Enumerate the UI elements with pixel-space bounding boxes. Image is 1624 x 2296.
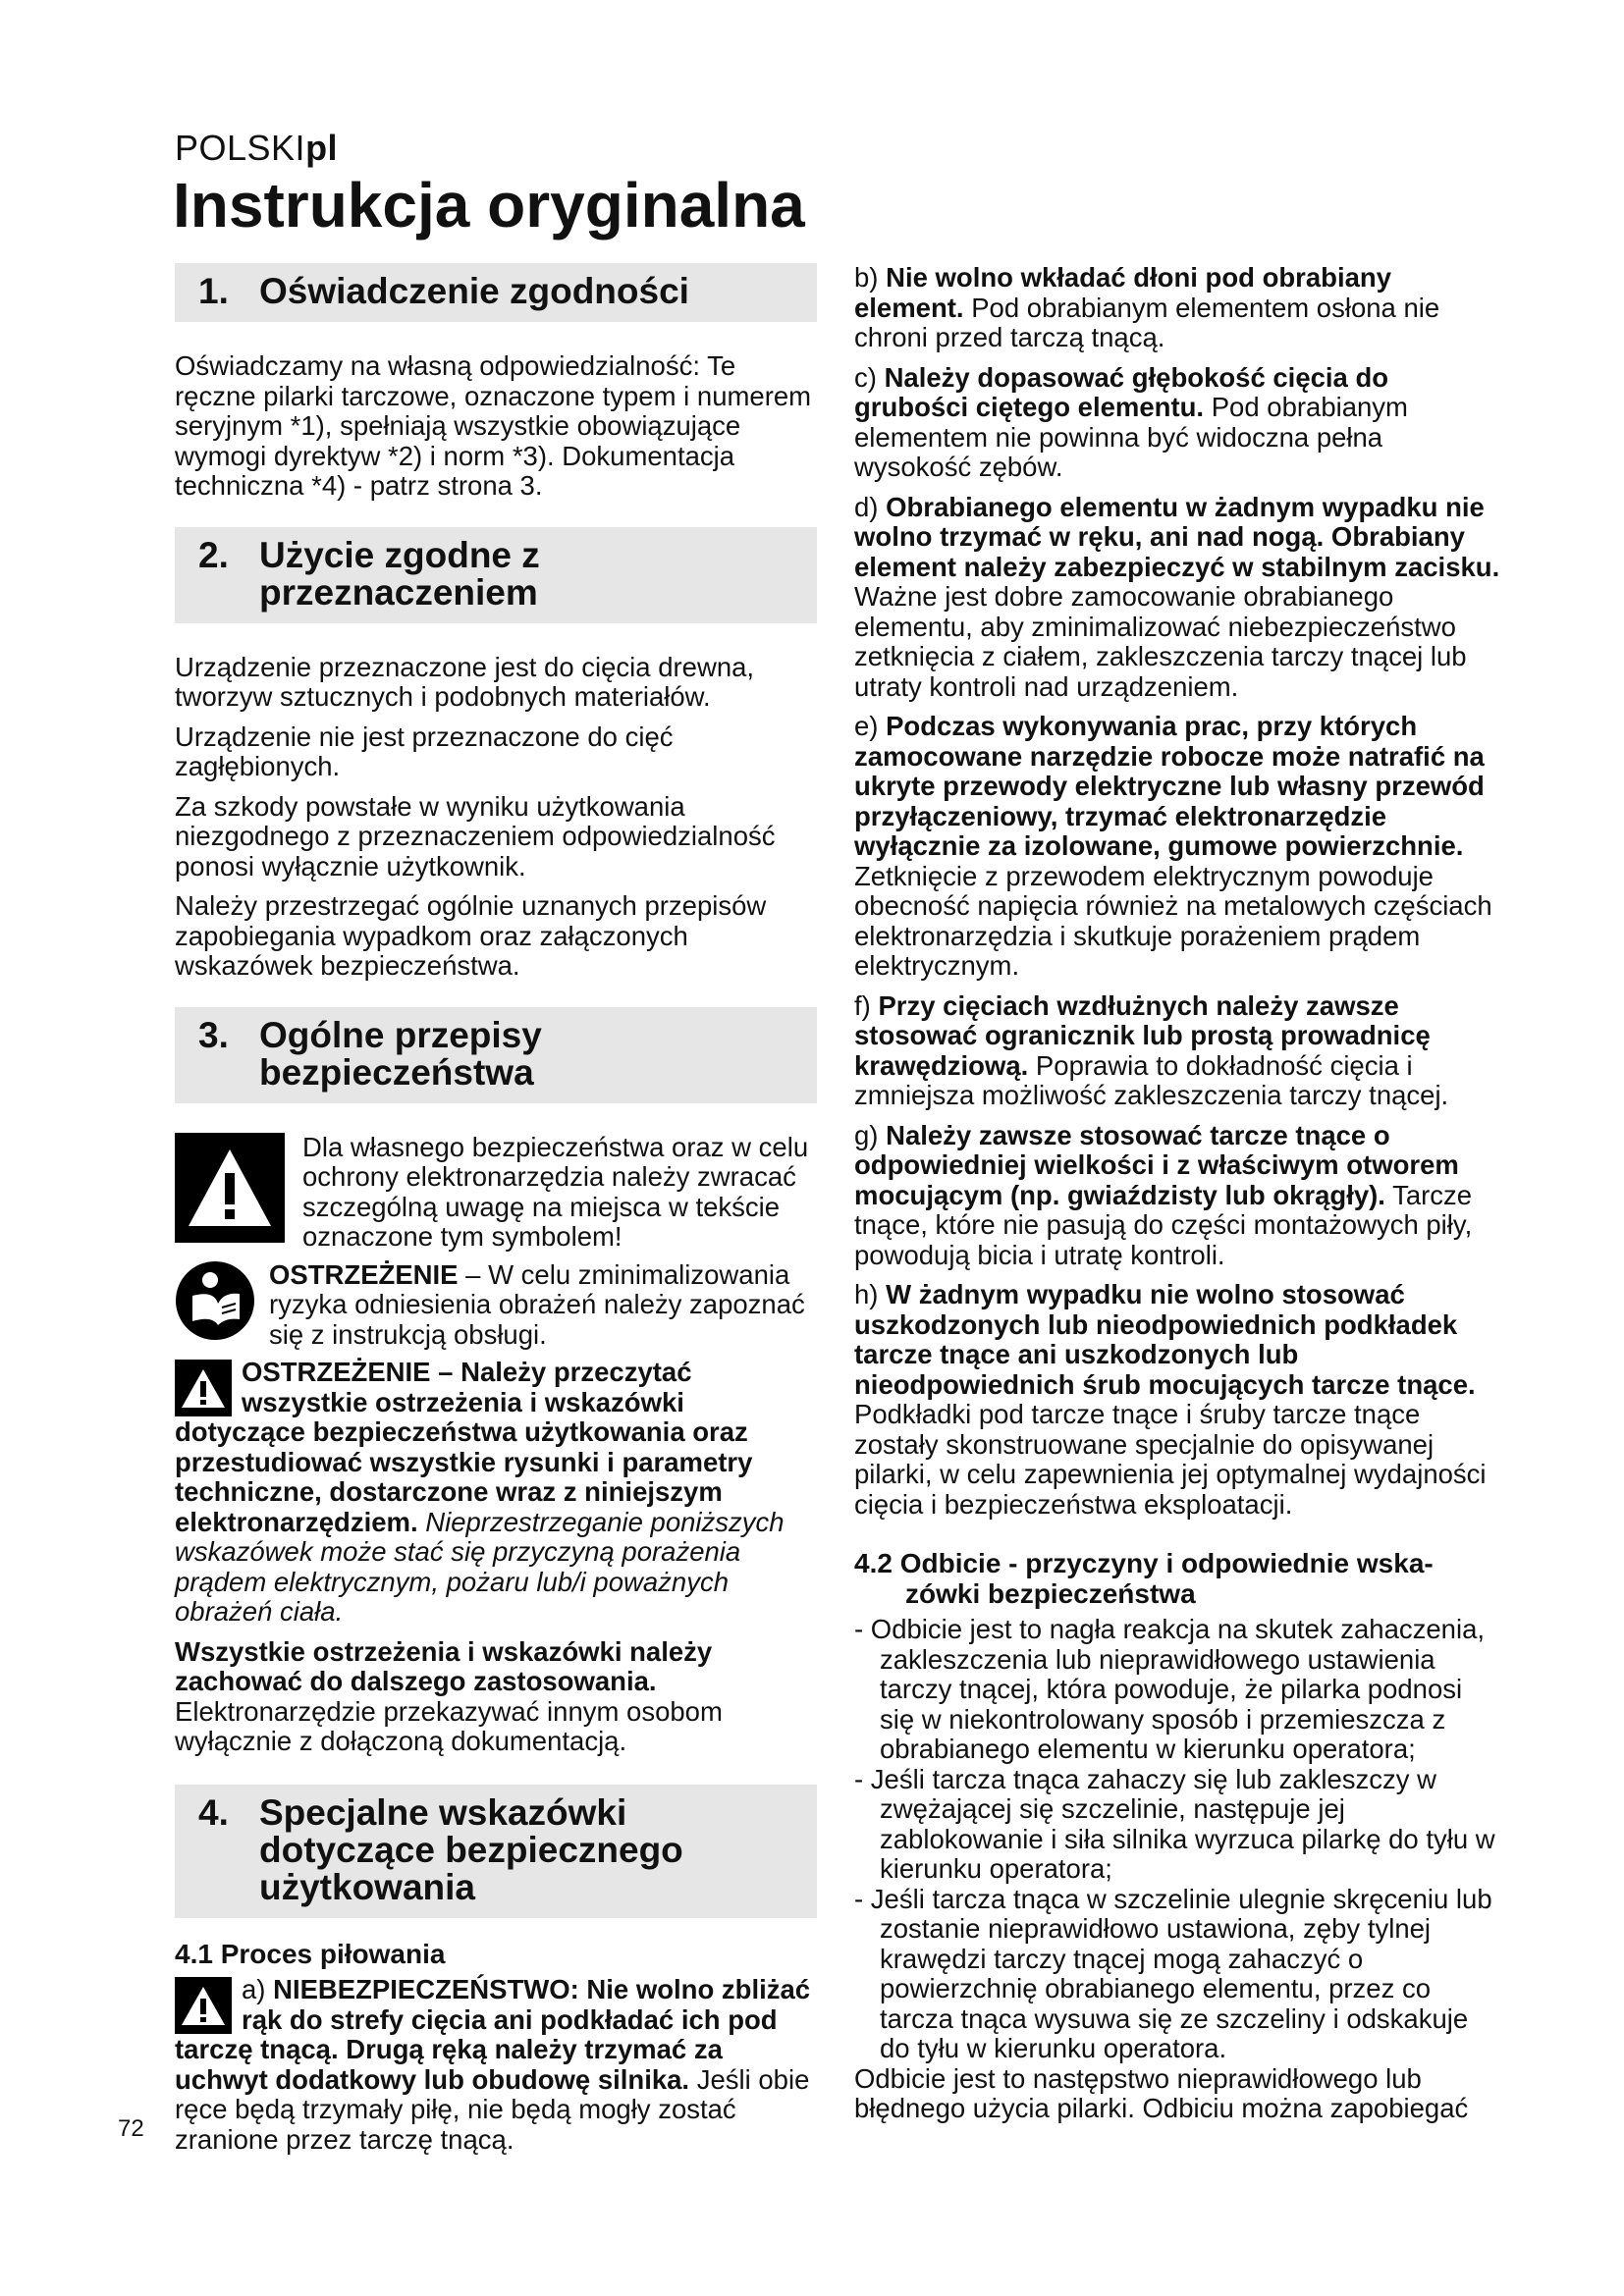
item-c: c) Należy dopasować głębokość cięcia do grubości ciętego elementu. Pod obrabianym elementem nie powinna być widoczna pełna wysokość zębów. xyxy=(854,361,1408,482)
item-a: a) NIEBEZPIECZEŃSTWO: Nie wolno zbliżać rąk do strefy cięcia ani podkładać ich pod tarczę tnącą. Drugą ręką należy trzymać za uchwyt dodatkowy lub obudowę silnika. Jeśli obie ręce będą trzymały piłę, nie będą mogły zostać zranione przez tarczę tnącą. xyxy=(175,1974,811,2155)
kickback-item-2: - Jeśli tarcza tnąca zahaczy się lub zakleszczy w zwężającej się szczelinie, następuje jej zablokowanie i siła silnika wyrzuca pilarkę do tyłu w kierunku operatora; xyxy=(854,1763,1495,1884)
language-label: POLSKIpl xyxy=(175,128,339,168)
item-h: h) W żadnym wypadku nie wolno stosować uszkodzonych lub nieodpowiednich podkładek tarcze tnące ani uszkodzonych lub nieodpowiednich śrub mocujących tarcze tnące. Podkładki pod tarcze tnące i śruby tarcze tnące zostały skonstruowane specjalnie do opisywanej pilarki, w celu zapewnienia jej optymalnej wydajności cięcia i bezpieczeństwa eksploatacji. xyxy=(854,1279,1487,1520)
item-b: b) Nie wolno wkładać dłoni pod obrabiany element. Pod obrabianym elementem osłona nie chroni przed tarczą tnącą. xyxy=(854,262,1440,352)
read-manual-icon xyxy=(175,1260,255,1341)
left-column xyxy=(175,263,817,2164)
section-4-heading: 4. Specjalne wskazówki dotyczące bezpiecznego użytkowania xyxy=(175,1785,817,1918)
section-1-body: Oświadczamy na własną odpowiedzialność: Te ręczne pilarki tarczowe, oznaczone typem i numerem seryjnym *1), spełniają wszystkie obowiązujące wymogi dyrektyw *2) i norm *3). Dokumentacja techniczna *4) - patrz strona 3. xyxy=(175,350,812,501)
item-d: d) Obrabianego elementu w żadnym wypadku nie wolno trzymać w ręku, ani nad nogą. Obrabiany element należy zabezpieczyć w stabilnym zacisku. Ważne jest dobre zamocowanie obrabianego elementu, aby zminimalizować niebezpieczeństwo zetknięcia z ciałem, zakleszczenia tarczy tnącej lub utraty kontroli nad urządzeniem. xyxy=(854,491,1500,702)
safety-symbol-note xyxy=(175,1133,817,1253)
section-3-heading: 3. Ogólne przepisy bezpieczeństwa xyxy=(175,1007,817,1103)
read-manual-warning xyxy=(175,1260,817,1351)
keep-instructions: Wszystkie ostrzeżenia i wskazówki należy zachować do dalszego zastosowania. Elektronarzędzie przekazywać innym osobom wyłącznie z dołączoną dokumentacją. xyxy=(175,1635,723,1756)
subsection-4-2-title: 4.2 Odbicie - przyczyny i odpowiednie wska- zówki bezpieczeństwa xyxy=(854,1548,1434,1609)
item-f: f) Przy cięciach wzdłużnych należy zawsze stosować ogranicznik lub prostą prowadnicę krawędziową. Poprawia to dokładność cięcia i zmniejsza możliwość zakleszczenia tarczy tnącej. xyxy=(854,989,1449,1110)
section-2-p3: Za szkody powstałe w wyniku użytkowania niezgodnego z przeznaczeniem odpowiedzialność ponosi wyłącznie użytkownik. xyxy=(175,790,776,881)
section-2-heading: 2. Użycie zgodne z przeznaczeniem xyxy=(175,527,817,623)
kickback-summary: Odbicie jest to następstwo nieprawidłowego lub błędnego użycia pilarki. Odbiciu można zapobiegać xyxy=(854,2062,1469,2123)
warning-triangle-icon xyxy=(175,1133,285,1243)
item-g: g) Należy zawsze stosować tarcze tnące o odpowiedniej wielkości i z właściwym otworem mocującym (np. gwiaździsty lub okrągły). Tarcze tnące, które nie pasują do części montażowych piły, powodują bicia i utratę kontroli. xyxy=(854,1119,1473,1270)
safety-symbol-text: Dla własnego bezpieczeństwa oraz w celu ochrony elektronarzędzia należy zwracać szczególną uwagę na miejsca w tekście oznaczone tym symbolem! xyxy=(302,1131,809,1252)
kickback-item-1: - Odbicie jest to nagła reakcja na skutek zahaczenia, zakleszczenia lub nieprawidłowego ustawienia tarczy tnącej, która powoduje, że pilarka podnosi się w niekontrolowany sposób i przemieszcza z obrabianego elementu w kierunku operatora; xyxy=(854,1614,1486,1764)
section-2-p4: Należy przestrzegać ogólnie uznanych przepisów zapobiegania wypadkom oraz załączonych wskazówek bezpieczeństwa. xyxy=(175,890,767,981)
read-manual-text: OSTRZEŻENIE – W celu zminimalizowania ryzyka odniesienia obrażeń należy zapoznać się z instrukcją obsługi. xyxy=(269,1258,805,1350)
item-e: e) Podczas wykonywania prac, przy których zamocowane narzędzie robocze może natrafić na ukryte przewody elektryczne lub własny przewód przyłączeniowy, trzymać elektronarzędzie wyłącznie za izolowane, gumowe powierzchnie. Zetknięcie z przewodem elektrycznym powoduje obecność napięcia również na metalowych częściach elektronarzędzia i skutkuje porażeniem prądem elektrycznym. xyxy=(854,711,1492,981)
small-warning-icon xyxy=(175,1360,232,1416)
general-warning: OSTRZEŻENIE – Należy przeczytać wszystkie ostrzeżenia i wskazówki dotyczące bezpieczeństwa użytkowania oraz przestudiować wszystkie rysunki i parametry techniczne, dostarczone wraz z niniejszym elektronarzędziem. Nieprzestrzeganie poniższych wskazówek może stać się przyczyną porażenia prądem elektrycznym, pożaru lub/i poważnych obrażeń ciała. xyxy=(175,1357,785,1627)
section-2-p1: Urządzenie przeznaczone jest do cięcia drewna, tworzyw sztucznych i podobnych materiałów. xyxy=(175,651,755,712)
section-2-p2: Urządzenie nie jest przeznaczone do cięć zagłębionych. xyxy=(175,721,674,781)
kickback-item-3: - Jeśli tarcza tnąca w szczelinie ulegnie skręceniu lub zostanie nieprawidłowo ustawiona, zęby tylnej krawędzi tarczy tnącej mogą zahaczyć o powierzchnię obrabianego elementu, przez co tarcza tnąca wysuwa się ze szczeliny i odskakuje do tyłu w kierunku operatora. xyxy=(854,1883,1492,2063)
subsection-4-1-title: 4.1 Proces piłowania xyxy=(175,1938,446,1969)
page-title: Instrukcja oryginalna xyxy=(173,170,805,240)
right-column xyxy=(854,263,1502,2134)
section-1-heading: 1. Oświadczenie zgodności xyxy=(175,263,817,322)
small-warning-icon xyxy=(175,1977,232,2034)
language-code: pl xyxy=(305,128,339,168)
page-number: 72 xyxy=(118,2115,144,2142)
